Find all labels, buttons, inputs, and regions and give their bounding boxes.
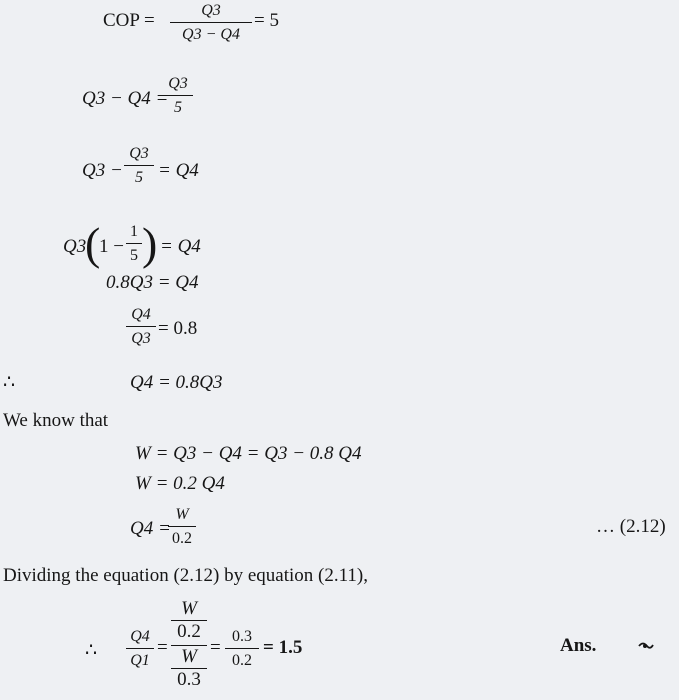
q4-numerator: W [168, 504, 196, 527]
step3-one-minus: 1 − [99, 236, 124, 257]
step1-numerator: Q3 [163, 73, 193, 96]
equation-number: … (2.12) [596, 516, 666, 537]
q4-fraction [168, 504, 196, 551]
step3-denominator: 5 [130, 247, 138, 264]
cop-value: = 5 [254, 10, 279, 31]
compound-fraction [171, 598, 207, 691]
step2-numerator: Q3 [124, 143, 154, 166]
final-result: = 1.5 [263, 637, 303, 658]
work-equation: W = Q3 − Q4 = Q3 − 0.8 Q4 [135, 443, 362, 464]
step3-paren-open: ( [85, 218, 101, 269]
step1-lhs: Q3 − Q4 = [82, 88, 169, 109]
cop-label: COP = [103, 10, 155, 31]
final-ratio-denominator: Q1 [130, 652, 150, 669]
simplified-numerator: 0.3 [225, 626, 259, 649]
q4-lhs: Q4 = [130, 518, 171, 539]
simplified-denominator: 0.2 [232, 652, 252, 669]
step6-equation: Q4 = 0.8Q3 [130, 372, 223, 393]
cop-denominator: Q3 − Q4 [182, 26, 240, 43]
step5-numerator: Q4 [126, 304, 156, 327]
step5-denominator: Q3 [131, 330, 151, 347]
cop-fraction [170, 0, 252, 47]
cop-numerator: Q3 [170, 0, 252, 23]
step2-rhs: = Q4 [158, 160, 199, 181]
answer-label: Ans. [560, 635, 597, 656]
final-ratio [126, 626, 154, 673]
step3-paren-close: ) [142, 218, 158, 269]
end-mark-icon [637, 640, 655, 652]
step3-rhs: = Q4 [160, 236, 201, 257]
step4-equation: 0.8Q3 = Q4 [106, 272, 199, 293]
dividing-text: Dividing the equation (2.12) by equation (2.11), [3, 565, 368, 586]
step3-q3: Q3 [63, 236, 87, 257]
step2-lhs: Q3 − [82, 160, 123, 181]
step3-numerator: 1 [126, 221, 142, 244]
work-simplified: W = 0.2 Q4 [135, 473, 225, 494]
simplified-fraction [225, 626, 259, 673]
compound-top-denominator: 0.2 [171, 620, 207, 643]
final-equals-1: = [157, 637, 168, 658]
step1-fraction [163, 73, 193, 120]
therefore-symbol: ∴ [3, 372, 16, 393]
compound-bottom-denominator: 0.3 [171, 668, 207, 691]
final-therefore: ∴ [85, 640, 98, 661]
step2-denominator: 5 [135, 169, 143, 186]
final-equals-2: = [210, 637, 221, 658]
final-ratio-numerator: Q4 [126, 626, 154, 649]
compound-top-numerator: W [181, 598, 197, 619]
step2-fraction [124, 143, 154, 190]
step1-denominator: 5 [174, 99, 182, 116]
compound-bottom-numerator: W [171, 645, 207, 668]
step5-rhs: = 0.8 [158, 318, 198, 339]
q4-denominator: 0.2 [172, 530, 192, 547]
we-know-text: We know that [3, 410, 109, 431]
step3-fraction [126, 221, 142, 268]
step5-fraction [126, 304, 156, 351]
